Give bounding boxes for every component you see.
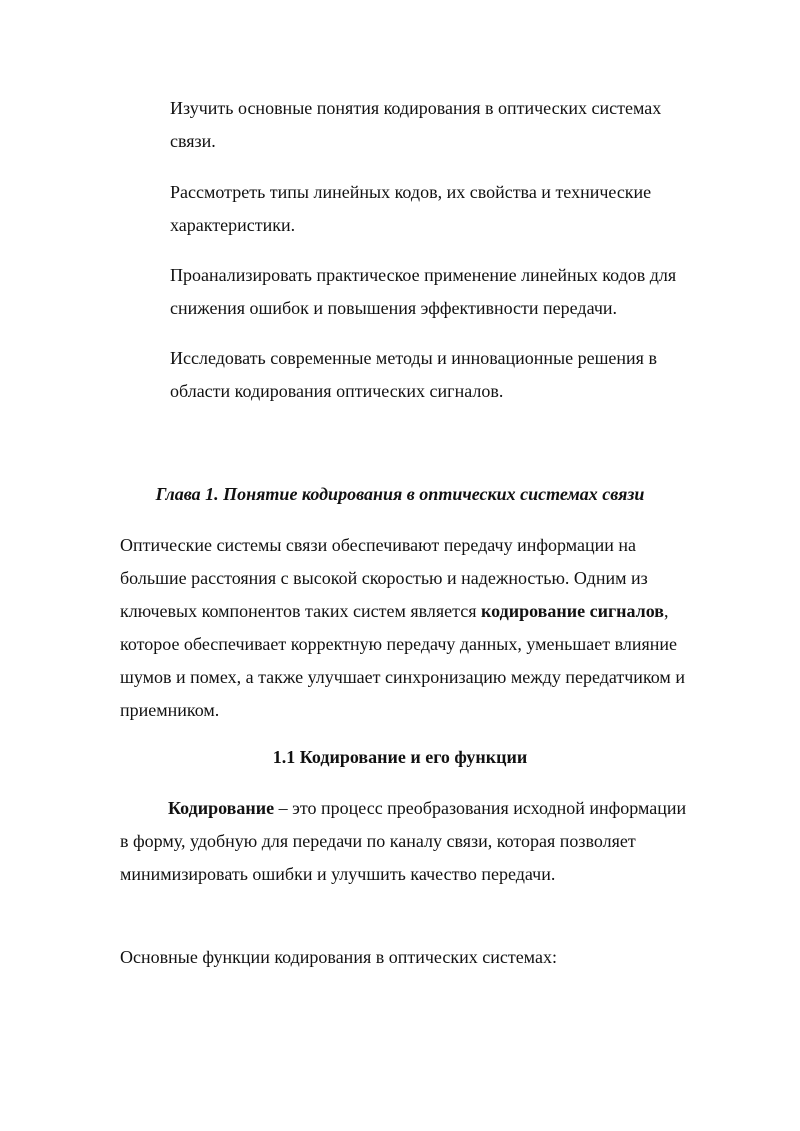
intro-paragraph bbox=[120, 529, 690, 727]
goal-item-4: Исследовать современные методы и инновационные решения в области кодирования оптических сигналов. bbox=[170, 348, 657, 401]
intro-text-part2: , которое обеспечивает корректную передачу данных, уменьшает влияние шумов и помех, а также улучшает синхронизацию между передатчиком и приемником. bbox=[120, 601, 685, 720]
intro-text-part1: Оптические системы связи обеспечивают передачу информации на большие расстояния с высокой скоростью и надежностью. Одним из ключевых компонентов таких систем является bbox=[120, 535, 648, 621]
chapter-title: Глава 1. Понятие кодирования в оптических системах связи bbox=[155, 484, 645, 504]
goal-item-2: Рассмотреть типы линейных кодов, их свойства и технические характеристики. bbox=[170, 182, 652, 235]
goal-item-1: Изучить основные понятия кодирования в оптических системах связи. bbox=[170, 98, 662, 151]
goal-item-3: Проанализировать практическое применение линейных кодов для снижения ошибок и повышения эффективности передачи. bbox=[170, 265, 677, 318]
intro-bold-term: кодирование сигналов bbox=[480, 601, 665, 621]
definition-term: Кодирование bbox=[168, 798, 275, 818]
section-title: 1.1 Кодирование и его функции bbox=[272, 747, 528, 767]
definition-text: – это процесс преобразования исходной информации в форму, удобную для передачи по каналу связи, которая позволяет минимизировать ошибки и улучшить качество передачи. bbox=[120, 798, 687, 884]
functions-intro: Основные функции кодирования в оптических системах: bbox=[120, 947, 557, 967]
definition-paragraph bbox=[120, 792, 690, 891]
